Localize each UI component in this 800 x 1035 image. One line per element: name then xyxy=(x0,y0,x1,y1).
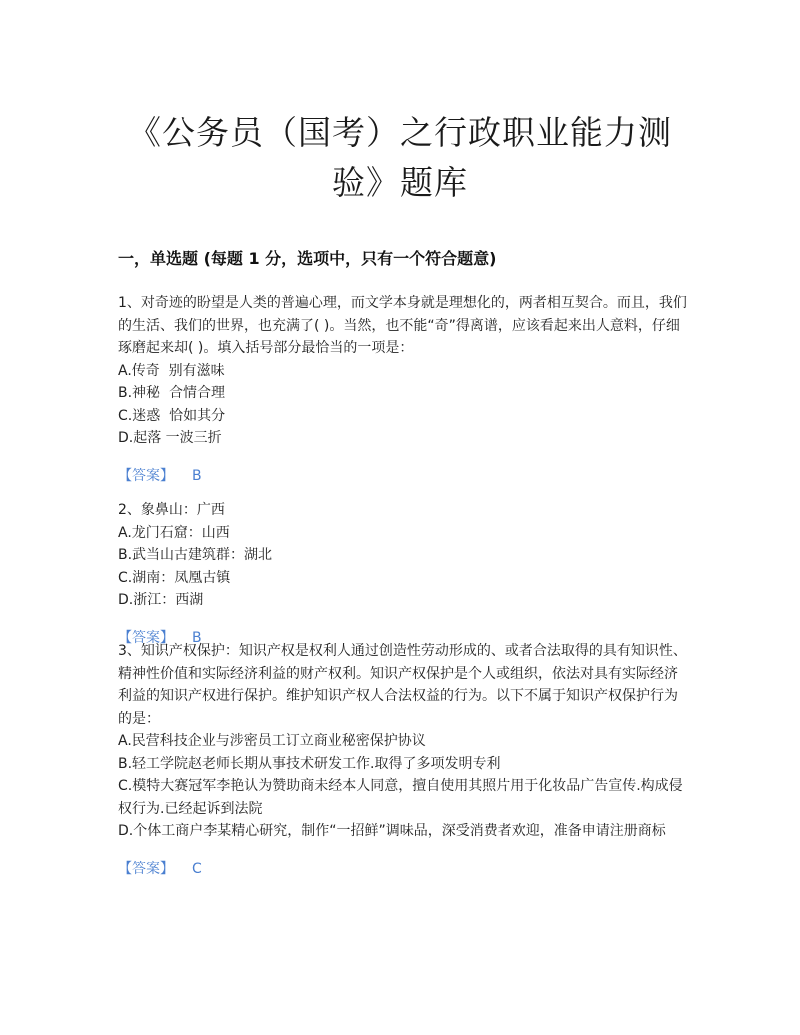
question-3 xyxy=(118,640,688,880)
answer-value: B xyxy=(192,467,202,484)
answer-label: 【答案】 xyxy=(118,467,174,484)
answer-row xyxy=(118,465,688,487)
answer-row xyxy=(118,858,688,880)
question-stem: 2、象鼻山：广西 xyxy=(118,502,225,518)
option-b: B.轻工学院赵老师长期从事技术研发工作.取得了多项发明专利 xyxy=(118,755,501,772)
answer-value: C xyxy=(192,860,202,877)
document-title-line-2: 验》题库 xyxy=(332,163,468,202)
option-a: A.传奇 别有滋味 xyxy=(118,362,225,379)
answer-label: 【答案】 xyxy=(118,860,174,877)
option-c: C.迷惑 恰如其分 xyxy=(118,407,226,424)
option-d: D.浙江：西湖 xyxy=(118,592,204,608)
section-heading: 一，单选题 (每题 1 分，选项中，只有一个符合题意) xyxy=(118,249,497,268)
option-b: B.神秘 合情合理 xyxy=(118,385,225,401)
question-1 xyxy=(118,292,688,487)
option-a: A.龙门石窟：山西 xyxy=(118,524,230,541)
option-d: D.个体工商户李某精心研究，制作“一招鲜”调味品，深受消费者欢迎，准备申请注册商标 xyxy=(118,823,666,839)
document-title-line-1: 《公务员（国考）之行政职业能力测 xyxy=(128,113,672,152)
answer-label: 【答案】 xyxy=(118,629,174,646)
question-stem: 3、知识产权保护：知识产权是权利人通过创造性劳动形成的、或者合法取得的具有知识性、精神性价值和实际经济利益的财产权利。知识产权保护是个人或组织，依法对具有实际经济利益的知识产权进行保护。维护知识产权人合法权益的行为。以下不属于知识产权保护行为的是： xyxy=(118,643,687,727)
option-c: C.湖南：凤凰古镇 xyxy=(118,569,231,586)
option-a: A.民营科技企业与涉密员工订立商业秘密保护协议 xyxy=(118,733,426,749)
option-b: B.武当山古建筑群：湖北 xyxy=(118,547,273,563)
document-title xyxy=(100,108,700,208)
option-c: C.模特大赛冠军李艳认为赞助商未经本人同意，擅自使用其照片用于化妆品广告宣传.构成侵权行为.已经起诉到法院 xyxy=(118,778,683,817)
question-stem: 1、对奇迹的盼望是人类的普遍心理，而文学本身就是理想化的，两者相互契合。而且，我们的生活、我们的世界，也充满了( )。当然，也不能“奇”得离谱，应该看起来出人意料，仔细琢磨起来却( )。填入括号部分最恰当的一项是： xyxy=(118,295,687,356)
question-2 xyxy=(118,499,688,649)
option-d: D.起落 一波三折 xyxy=(118,430,222,446)
answer-value: B xyxy=(192,629,202,646)
